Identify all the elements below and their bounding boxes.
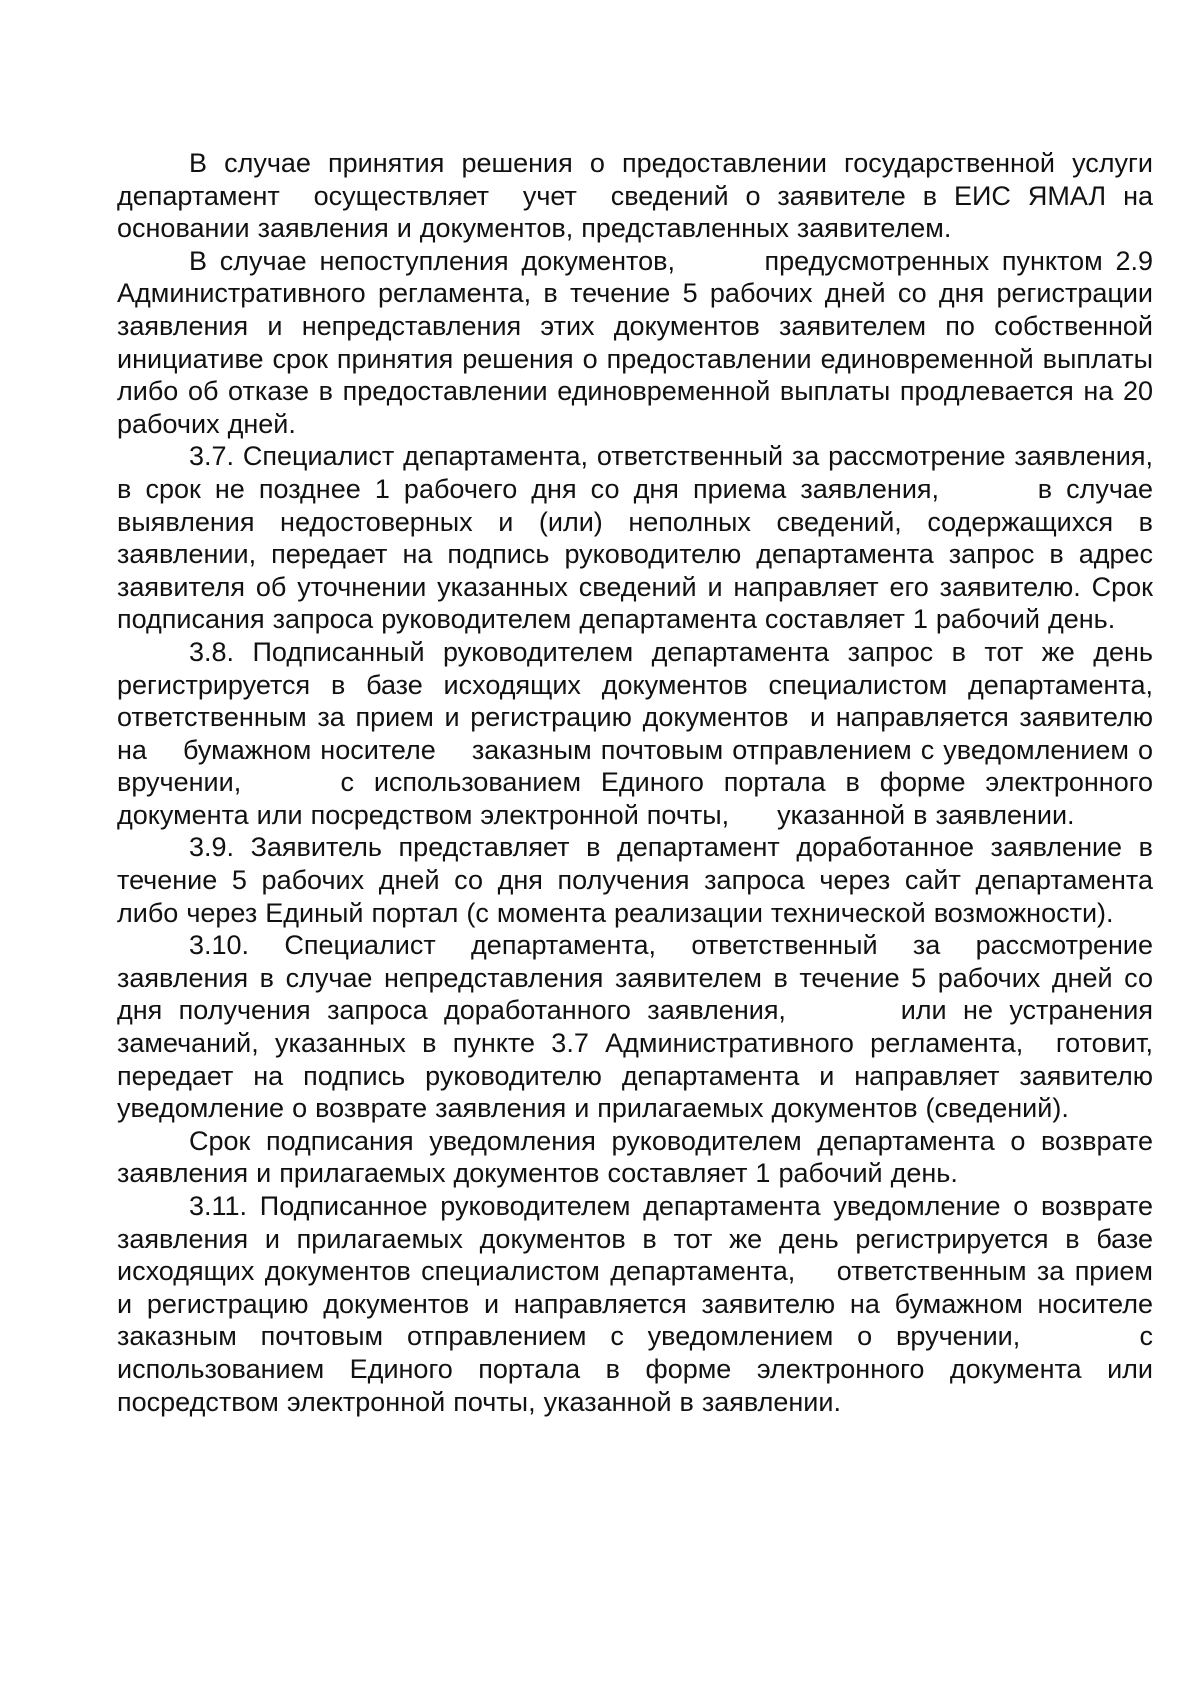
document-page <box>117 147 1162 1418</box>
paragraph-3-11: 3.11. Подписанное руководителем департамента уведомление о возврате заявления и прилагаемых документов в тот же день регистрируется в базе исходящих документов специалистом департамента, ответственным за прием и регистрацию документов и направляется заявителю на бумажном носителе заказным почтовым отправлением с уведомлением о вручении, с использованием Единого портала в форме электронного документа или посредством электронной почты, указанной в заявлении. <box>117 1191 1162 1417</box>
paragraph-3-9: 3.9. Заявитель представляет в департамент доработанное заявление в течение 5 рабочих дней со дня получения запроса через сайт департамента либо через Единый портал (с момента реализации технической возможности). <box>117 832 1162 928</box>
paragraph-registration: В случае принятия решения о предоставлении государственной услуги департамент осуществляет учет сведений о заявителе в ЕИС ЯМАЛ на основании заявления и документов, представленных заявителем. <box>117 148 1162 244</box>
paragraph-3-8: 3.8. Подписанный руководителем департамента запрос в тот же день регистрируется в базе исходящих документов специалистом департамента, ответственным за прием и регистрацию документов и направляется заявителю на бумажном носителе заказным почтовым отправлением с уведомлением о вручении, с использованием Единого портала в форме электронного документа или посредством электронной почты, указанной в заявлении. <box>117 636 1162 830</box>
paragraph-signing-term: Срок подписания уведомления руководителем департамента о возврате заявления и прилагаемых документов составляет 1 рабочий день. <box>117 1125 1162 1189</box>
paragraph-extension: В случае непоступления документов, предусмотренных пунктом 2.9 Административного регламента, в течение 5 рабочих дней со дня регистрации заявления и непредставления этих документов заявителем по собственной инициативе срок принятия решения о предоставлении единовременной выплаты либо об отказе в предоставлении единовременной выплаты продлевается на 20 рабочих дней. <box>117 245 1162 439</box>
paragraph-3-7: 3.7. Специалист департамента, ответственный за рассмотрение заявления, в срок не позднее 1 рабочего дня со дня приема заявления, в случае выявления недостоверных и (или) неполных сведений, содержащихся в заявлении, передает на подпись руководителю департамента запрос в адрес заявителя об уточнении указанных сведений и направляет его заявителю. Срок подписания запроса руководителем департамента составляет 1 рабочий день. <box>117 441 1162 635</box>
paragraph-3-10: 3.10. Специалист департамента, ответственный за рассмотрение заявления в случае непредставления заявителем в течение 5 рабочих дней со дня получения запроса доработанного заявления, или не устранения замечаний, указанных в пункте 3.7 Административного регламента, готовит, передает на подпись руководителю департамента и направляет заявителю уведомление о возврате заявления и прилагаемых документов (сведений). <box>117 930 1162 1124</box>
